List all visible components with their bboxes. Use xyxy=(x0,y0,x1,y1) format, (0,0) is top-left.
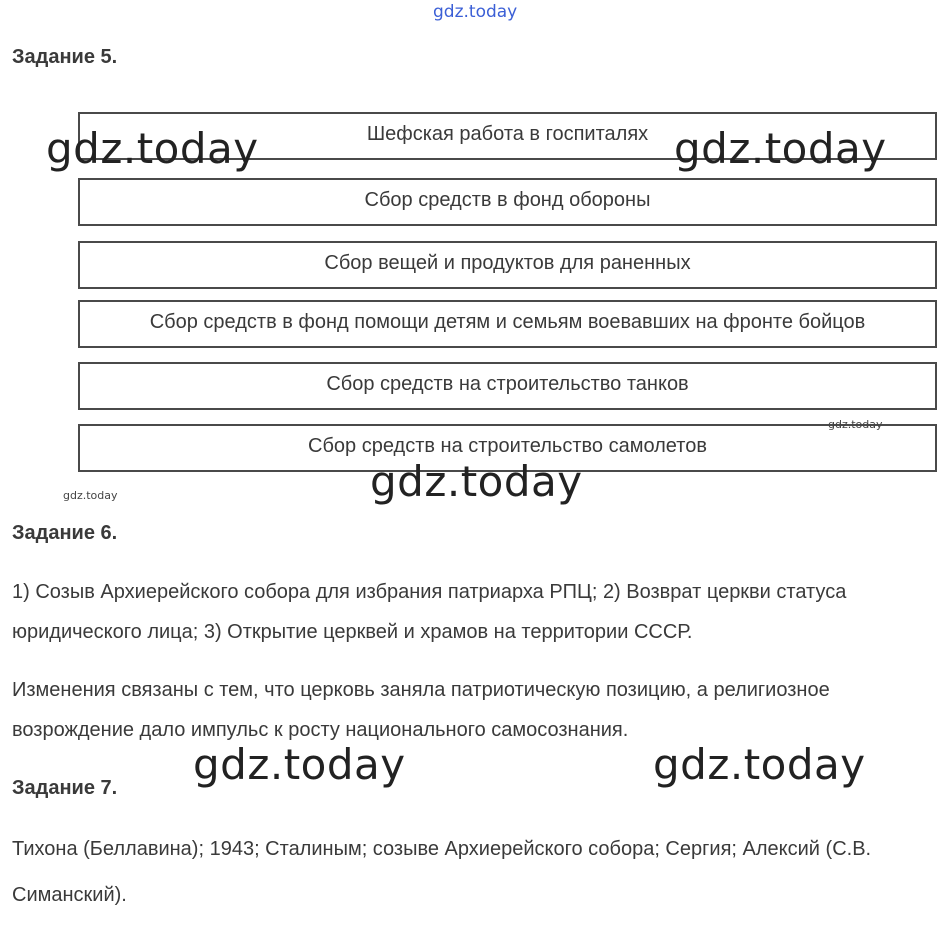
list-item-text: Шефская работа в госпиталях xyxy=(366,123,649,145)
list-item xyxy=(78,241,937,289)
list-item-text: Сбор вещей и продуктов для раненных xyxy=(324,252,691,274)
task6-heading: Задание 6. xyxy=(12,522,118,544)
task6-paragraph-1: 1) Созыв Архиерейского собора для избрания патриарха РПЦ; 2) Возврат церкви статуса юридического лица; 3) Открытие церквей и храмов на территории СССР. xyxy=(12,581,847,643)
list-item xyxy=(78,178,937,226)
list-item xyxy=(78,300,937,348)
task7-heading: Задание 7. xyxy=(12,777,118,799)
list-item-text: Сбор средств на строительство самолетов xyxy=(308,435,707,457)
list-item-text: Сбор средств на строительство танков xyxy=(326,373,689,395)
task6-paragraph-2: Изменения связаны с тем, что церковь заняла патриотическую позицию, а религиозное возрождение дало импульс к росту национального самосознания. xyxy=(12,679,830,741)
watermark-large: gdz.today xyxy=(674,124,887,173)
watermark-top: gdz.today xyxy=(433,2,518,22)
watermark-large: gdz.today xyxy=(653,740,866,789)
list-item-text: Сбор средств в фонд помощи детям и семьям воевавших на фронте бойцов xyxy=(149,311,866,333)
watermark-large: gdz.today xyxy=(370,457,583,506)
task5-heading: Задание 5. xyxy=(12,46,118,68)
watermark-large: gdz.today xyxy=(193,740,406,789)
list-item-text: Сбор средств в фонд обороны xyxy=(364,189,651,211)
watermark-large: gdz.today xyxy=(46,124,259,173)
task7-paragraph: Тихона (Беллавина); 1943; Сталиным; созыве Архиерейского собора; Сергия; Алексий (С.В. Симанский). xyxy=(12,838,872,906)
watermark-small: gdz.today xyxy=(63,489,118,502)
list-item xyxy=(78,362,937,410)
watermark-small: gdz.today xyxy=(828,418,883,431)
